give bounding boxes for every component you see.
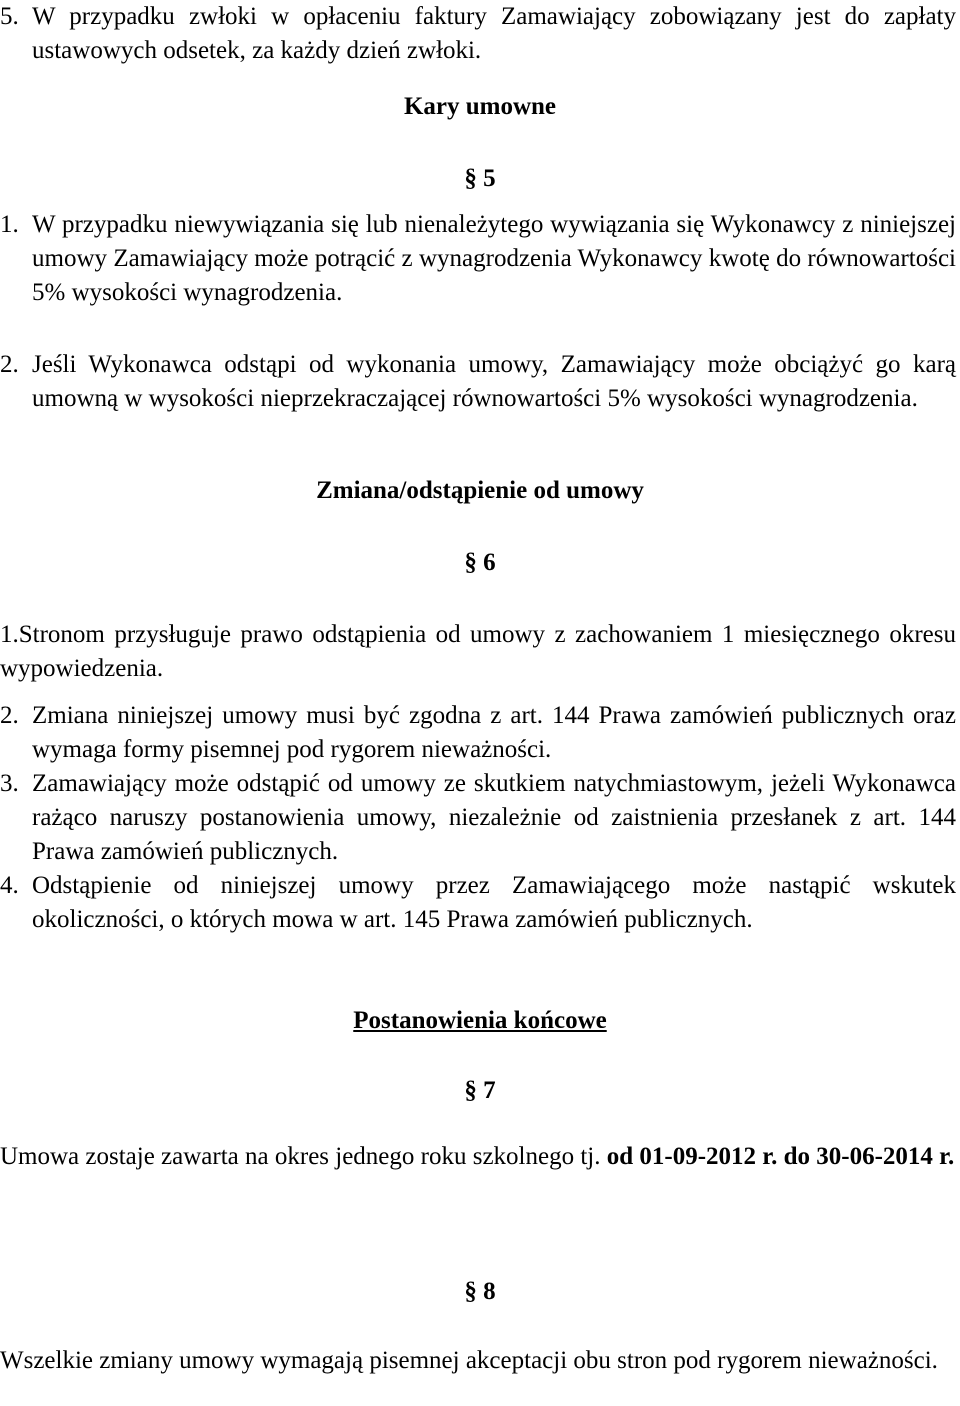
list-item [0,699,956,767]
paragraph-kary-2 [0,348,956,416]
paragraph-contract-period [0,1140,956,1174]
item-number: 1. [0,211,19,238]
paragraph-zmiana-4 [0,869,956,937]
list-item [0,208,956,310]
contract-end-date: do 30-06-2014 r. [783,1143,955,1170]
list-item [0,0,956,68]
heading-kary-umowne: Kary umowne [403,93,557,120]
item-number: 2. [0,351,19,378]
item-text: Zamawiający może odstąpić od umowy ze skutkiem natychmiastowym, jeżeli Wykonawca rażąco naruszy postanowienia umowy, niezależnie od zaistnienia przesłanek z art. 144 Prawa zamówień publicznych. [32,770,956,865]
item-number: 2. [0,702,19,729]
paragraph-kary-1 [0,208,956,310]
contract-start-date: od 01-09-2012 r. [606,1143,778,1170]
item-number: 5. [0,3,19,30]
list-item [0,869,956,937]
section-number-8: § 8 [464,1278,496,1305]
item-number: 4. [0,872,19,899]
list-item [0,767,956,869]
item-number: 3. [0,770,19,797]
heading-zmiana-odstapienie: Zmiana/odstąpienie od umowy [316,477,644,504]
section-number-6: § 6 [464,549,496,576]
heading-text: Postanowienia końcowe [353,1007,607,1034]
item-text: Zmiana niniejszej umowy musi być zgodna z art. 144 Prawa zamówień publicznych oraz wymaga formy pisemnej pod rygorem nieważności. [32,702,956,763]
heading-postanowienia-koncowe [0,1004,960,1038]
section-number-7: § 7 [464,1077,496,1104]
section-number-5: § 5 [464,165,496,192]
paragraph-changes: Wszelkie zmiany umowy wymagają pisemnej akceptacji obu stron pod rygorem nieważności. [0,1347,938,1374]
item-text: W przypadku zwłoki w opłaceniu faktury Zamawiający zobowiązany jest do zapłaty ustawowych odsetek, za każdy dzień zwłoki. [32,3,956,64]
item-text: W przypadku niewywiązania się lub nienależytego wywiązania się Wykonawcy z niniejszej umowy Zamawiający może potrącić z wynagrodzenia Wykonawcy kwotę do równowartości 5% wysokości wynagrodzenia. [32,211,956,306]
contract-period-text: Umowa zostaje zawarta na okres jednego roku szkolnego tj. [0,1143,601,1170]
paragraph-zmiana-1: 1.Stronom przysługuje prawo odstąpienia od umowy z zachowaniem 1 miesięcznego okresu wypowiedzenia. [0,621,956,682]
item-text: Jeśli Wykonawca odstąpi od wykonania umowy, Zamawiający może obciążyć go karą umowną w wysokości nieprzekraczającej równowartości 5% wysokości wynagrodzenia. [32,351,956,412]
item-text: Odstąpienie od niniejszej umowy przez Zamawiającego może nastąpić wskutek okoliczności, o których mowa w art. 145 Prawa zamówień publicznych. [32,872,956,933]
paragraph-zmiana-2 [0,699,956,767]
paragraph-payment-delay [0,0,956,68]
list-item [0,348,956,416]
paragraph-zmiana-3 [0,767,956,869]
